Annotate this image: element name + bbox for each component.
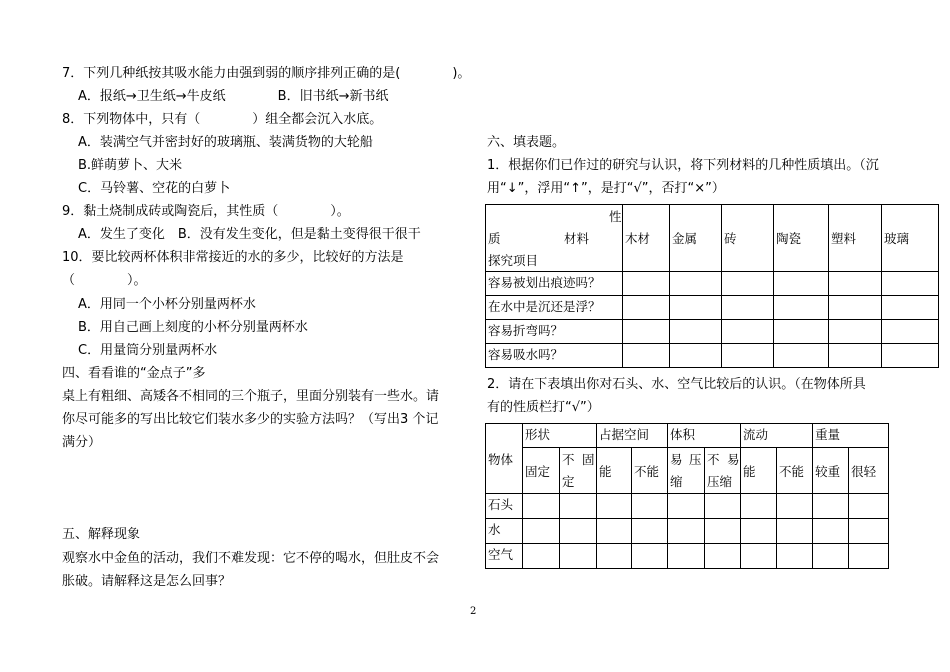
answer-cell[interactable]: [705, 494, 741, 519]
answer-cell[interactable]: [774, 296, 829, 320]
section-4-line-1: 桌上有粗细、高矮各不相同的三个瓶子，里面分别装有一些水。请: [62, 389, 440, 404]
q1-line-2: 用“↓”，浮用“↑”，是打“√”，否打“×”）: [487, 181, 725, 196]
section-4-title: 四、看看谁的“金点子”多: [62, 366, 206, 381]
sub-header: 易 压 缩: [668, 448, 705, 494]
sub-header: 不 易 压缩: [705, 448, 741, 494]
q9-options: A．发生了变化 B．没有发生变化，但是黏土变得很干很干: [78, 227, 421, 242]
answer-cell[interactable]: [722, 320, 774, 344]
object-row-label: 空气: [486, 544, 523, 569]
sub-header: 能: [597, 448, 632, 494]
q2-line-1: 2．请在下表填出你对石头、水、空气比较后的认识。（在物体所具: [487, 377, 866, 392]
answer-cell[interactable]: [777, 494, 813, 519]
answer-cell[interactable]: [722, 344, 774, 368]
answer-cell[interactable]: [623, 296, 670, 320]
property-row-label: 容易被划出痕迹吗？: [486, 272, 623, 296]
sub-header: 固定: [523, 448, 560, 494]
sub-header: 能: [741, 448, 777, 494]
answer-cell[interactable]: [668, 519, 705, 544]
answer-cell[interactable]: [829, 320, 882, 344]
material-header: 塑料: [829, 205, 882, 272]
corner-zhi: 质: [488, 231, 501, 246]
q7-text: 7．下列几种纸按其吸水能力由强到弱的顺序排列正确的是( )。: [62, 66, 471, 81]
answer-cell[interactable]: [777, 544, 813, 569]
property-row-label: 在水中是沉还是浮？: [486, 296, 623, 320]
answer-cell[interactable]: [632, 544, 668, 569]
q7-options: A．报纸→卫生纸→牛皮纸 B．旧书纸→新书纸: [78, 89, 389, 104]
answer-cell[interactable]: [882, 272, 939, 296]
section-6-title: 六、填表题。: [487, 135, 566, 150]
property-row-label: 容易吸水吗？: [486, 344, 623, 368]
answer-cell[interactable]: [523, 519, 560, 544]
q8-option-a: A．装满空气并密封好的玻璃瓶、装满货物的大轮船: [78, 135, 373, 150]
q10-text: 10．要比较两杯体积非常接近的水的多少，比较好的方法是: [62, 250, 404, 265]
answer-cell[interactable]: [623, 272, 670, 296]
section-5-line-1: 观察水中金鱼的活动，我们不难发现：它不停的喝水，但肚皮不会: [62, 551, 440, 566]
section-5-title: 五、解释现象: [62, 527, 141, 542]
sub-header: 不 固 定: [560, 448, 597, 494]
answer-cell[interactable]: [741, 494, 777, 519]
answer-cell[interactable]: [882, 320, 939, 344]
answer-cell[interactable]: [670, 272, 722, 296]
section-5-line-2: 胀破。请解释这是怎么回事？: [62, 574, 232, 589]
q1-line-1: 1．根据你们已作过的研究与认识，将下列材料的几种性质填出。（沉: [487, 158, 879, 173]
corner-xiangmu: 探究项目: [488, 253, 539, 268]
group-header: 重量: [813, 424, 889, 448]
q10-option-c: C．用量筒分别量两杯水: [78, 343, 218, 358]
answer-cell[interactable]: [670, 320, 722, 344]
sub-header: 较重: [813, 448, 849, 494]
material-header: 陶瓷: [774, 205, 829, 272]
sub-header: 很轻: [849, 448, 889, 494]
answer-cell[interactable]: [668, 494, 705, 519]
answer-cell[interactable]: [523, 494, 560, 519]
answer-cell[interactable]: [774, 320, 829, 344]
answer-cell[interactable]: [523, 544, 560, 569]
material-header: 砖: [722, 205, 774, 272]
answer-cell[interactable]: [722, 272, 774, 296]
sub-header: 不能: [632, 448, 668, 494]
page-number: 2: [470, 606, 477, 617]
answer-cell[interactable]: [882, 296, 939, 320]
answer-cell[interactable]: [632, 494, 668, 519]
answer-cell[interactable]: [774, 344, 829, 368]
answer-cell[interactable]: [829, 296, 882, 320]
object-header: 物体: [486, 424, 523, 494]
answer-cell[interactable]: [670, 344, 722, 368]
answer-cell[interactable]: [560, 519, 597, 544]
answer-cell[interactable]: [882, 344, 939, 368]
answer-cell[interactable]: [829, 272, 882, 296]
corner-xing: 性: [609, 209, 622, 224]
q10-option-a: A．用同一个小杯分别量两杯水: [78, 297, 256, 312]
answer-cell[interactable]: [849, 494, 889, 519]
answer-cell[interactable]: [632, 519, 668, 544]
answer-cell[interactable]: [813, 544, 849, 569]
answer-cell[interactable]: [722, 296, 774, 320]
answer-cell[interactable]: [813, 494, 849, 519]
answer-cell[interactable]: [560, 544, 597, 569]
answer-cell[interactable]: [741, 519, 777, 544]
answer-cell[interactable]: [597, 494, 632, 519]
property-row-label: 容易折弯吗？: [486, 320, 623, 344]
q8-option-c: C．马铃薯、空花的白萝卜: [78, 181, 231, 196]
answer-cell[interactable]: [813, 519, 849, 544]
answer-cell[interactable]: [705, 544, 741, 569]
answer-cell[interactable]: [829, 344, 882, 368]
section-4-line-3: 满分）: [62, 435, 102, 450]
answer-cell[interactable]: [668, 544, 705, 569]
answer-cell[interactable]: [560, 494, 597, 519]
answer-cell[interactable]: [623, 320, 670, 344]
answer-cell[interactable]: [597, 544, 632, 569]
material-header: 玻璃: [882, 205, 939, 272]
materials-table: [485, 204, 939, 368]
materials-corner-cell: [486, 205, 623, 272]
answer-cell[interactable]: [777, 519, 813, 544]
q2-line-2: 有的性质栏打“√”）: [487, 400, 600, 415]
answer-cell[interactable]: [849, 519, 889, 544]
q8-text: 8．下列物体中，只有（ ）组全都会沉入水底。: [62, 112, 383, 127]
section-4-line-2: 你尽可能多的写出比较它们装水多少的实验方法吗？（写出3 个记: [62, 412, 439, 427]
answer-cell[interactable]: [849, 544, 889, 569]
answer-cell[interactable]: [705, 519, 741, 544]
material-header: 木材: [623, 205, 670, 272]
q8-option-b: B.鲜萌萝卜、大米: [78, 158, 183, 173]
answer-cell[interactable]: [670, 296, 722, 320]
answer-cell[interactable]: [597, 519, 632, 544]
group-header: 流动: [741, 424, 813, 448]
group-header: 体积: [668, 424, 741, 448]
answer-cell[interactable]: [741, 544, 777, 569]
answer-cell[interactable]: [623, 344, 670, 368]
group-header: 形状: [523, 424, 597, 448]
q9-text: 9．黏土烧制成砖或陶瓷后，其性质（ ）。: [62, 204, 350, 219]
object-row-label: 水: [486, 519, 523, 544]
sub-header: 不能: [777, 448, 813, 494]
q10-option-b: B．用自己画上刻度的小杯分别量两杯水: [78, 320, 308, 335]
substances-table: [485, 423, 889, 569]
object-row-label: 石头: [486, 494, 523, 519]
material-header: 金属: [670, 205, 722, 272]
corner-cailiao: 材料: [564, 231, 590, 246]
q10-blank: （ ）。: [62, 273, 147, 288]
group-header: 占据空间: [597, 424, 668, 448]
answer-cell[interactable]: [774, 272, 829, 296]
